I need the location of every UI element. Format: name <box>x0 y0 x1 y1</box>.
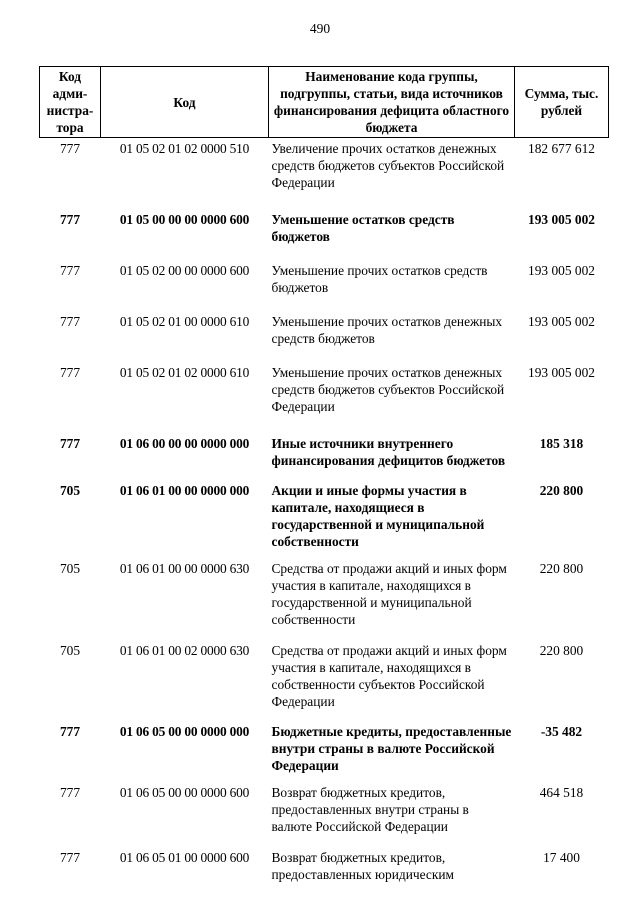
admin-cell: 777 <box>59 314 81 329</box>
table-row <box>40 774 609 835</box>
code-cell: 01 05 02 01 02 0000 510 <box>119 141 250 156</box>
name-cell: Возврат бюджетных кредитов, предоставленных внутри страны в валюте Российской Федерации <box>271 785 469 834</box>
name-cell: Иные источники внутреннего финансирования дефицитов бюджетов <box>271 436 506 468</box>
name-cell: Уменьшение остатков средств бюджетов <box>271 212 455 244</box>
code-cell: 01 06 01 00 00 0000 630 <box>119 561 250 576</box>
table-row <box>40 628 609 710</box>
amount-cell: 193 005 002 <box>528 365 595 380</box>
amount-cell: 182 677 612 <box>528 141 595 156</box>
amount-cell: 193 005 002 <box>528 263 595 278</box>
amount-cell: 193 005 002 <box>528 314 595 329</box>
name-cell: Бюджетные кредиты, предоставленные внутри страны в валюте Российской Федерации <box>271 724 512 773</box>
sources-table <box>39 66 609 883</box>
admin-cell: 705 <box>59 643 81 658</box>
name-cell: Уменьшение прочих остатков денежных средств бюджетов <box>271 314 503 346</box>
name-cell: Акции и иные формы участия в капитале, находящиеся в государственной и муниципальной собственности <box>271 483 485 549</box>
table-row <box>40 191 609 245</box>
name-cell: Уменьшение прочих остатков денежных средств бюджетов субъектов Российской Федерации <box>271 365 505 414</box>
table-body <box>40 138 609 884</box>
table-row <box>40 347 609 415</box>
table-row <box>40 469 609 550</box>
code-cell: 01 06 00 00 00 0000 000 <box>119 436 250 451</box>
page-number: 490 <box>309 21 331 36</box>
table-row <box>40 550 609 628</box>
amount-cell: 220 800 <box>539 483 584 498</box>
code-cell: 01 05 00 00 00 0000 600 <box>119 212 250 227</box>
table-row <box>40 835 609 883</box>
table-row <box>40 296 609 347</box>
code-cell: 01 06 01 00 00 0000 000 <box>119 483 250 498</box>
table-header-row <box>40 67 609 138</box>
amount-cell: -35 482 <box>540 724 583 739</box>
code-cell: 01 06 05 00 00 0000 000 <box>119 724 250 739</box>
code-cell: 01 05 02 01 00 0000 610 <box>119 314 250 329</box>
name-cell: Средства от продажи акций и иных форм участия в капитале, находящихся в государственной и муниципальной собственности <box>271 561 507 627</box>
header-amount: Сумма, тыс. рублей <box>515 67 609 138</box>
name-cell: Возврат бюджетных кредитов, предоставленных юридическим <box>271 850 454 882</box>
table-row <box>40 710 609 774</box>
amount-cell: 220 800 <box>539 561 584 576</box>
admin-cell: 777 <box>59 724 81 739</box>
name-cell: Увеличение прочих остатков денежных средств бюджетов субъектов Российской Федерации <box>271 141 505 190</box>
code-cell: 01 05 02 01 02 0000 610 <box>119 365 250 380</box>
code-cell: 01 06 05 01 00 0000 600 <box>119 850 250 865</box>
admin-cell: 777 <box>59 365 81 380</box>
admin-cell: 777 <box>59 436 81 451</box>
admin-cell: 777 <box>59 212 81 227</box>
name-cell: Уменьшение прочих остатков средств бюджетов <box>271 263 488 295</box>
code-cell: 01 06 01 00 02 0000 630 <box>119 643 250 658</box>
header-name: Наименование кода группы, подгруппы, статьи, вида источников финансирования дефицита областного бюджета <box>269 67 515 138</box>
amount-cell: 193 005 002 <box>528 212 595 227</box>
amount-cell: 185 318 <box>539 436 584 451</box>
table-row <box>40 138 609 192</box>
amount-cell: 464 518 <box>539 785 584 800</box>
table-row <box>40 245 609 296</box>
admin-cell: 777 <box>59 850 81 865</box>
header-code: Код <box>101 67 269 138</box>
name-cell: Средства от продажи акций и иных форм участия в капитале, находящихся в собственности субъектов Российской Федерации <box>271 643 507 709</box>
header-admin-code: Код адми-нистра-тора <box>40 67 101 138</box>
admin-cell: 777 <box>59 785 81 800</box>
table-row <box>40 415 609 469</box>
amount-cell: 17 400 <box>543 850 580 865</box>
code-cell: 01 05 02 00 00 0000 600 <box>119 263 250 278</box>
admin-cell: 777 <box>59 141 81 156</box>
admin-cell: 777 <box>59 263 81 278</box>
admin-cell: 705 <box>59 561 81 576</box>
amount-cell: 220 800 <box>539 643 584 658</box>
code-cell: 01 06 05 00 00 0000 600 <box>119 785 250 800</box>
admin-cell: 705 <box>59 483 81 498</box>
